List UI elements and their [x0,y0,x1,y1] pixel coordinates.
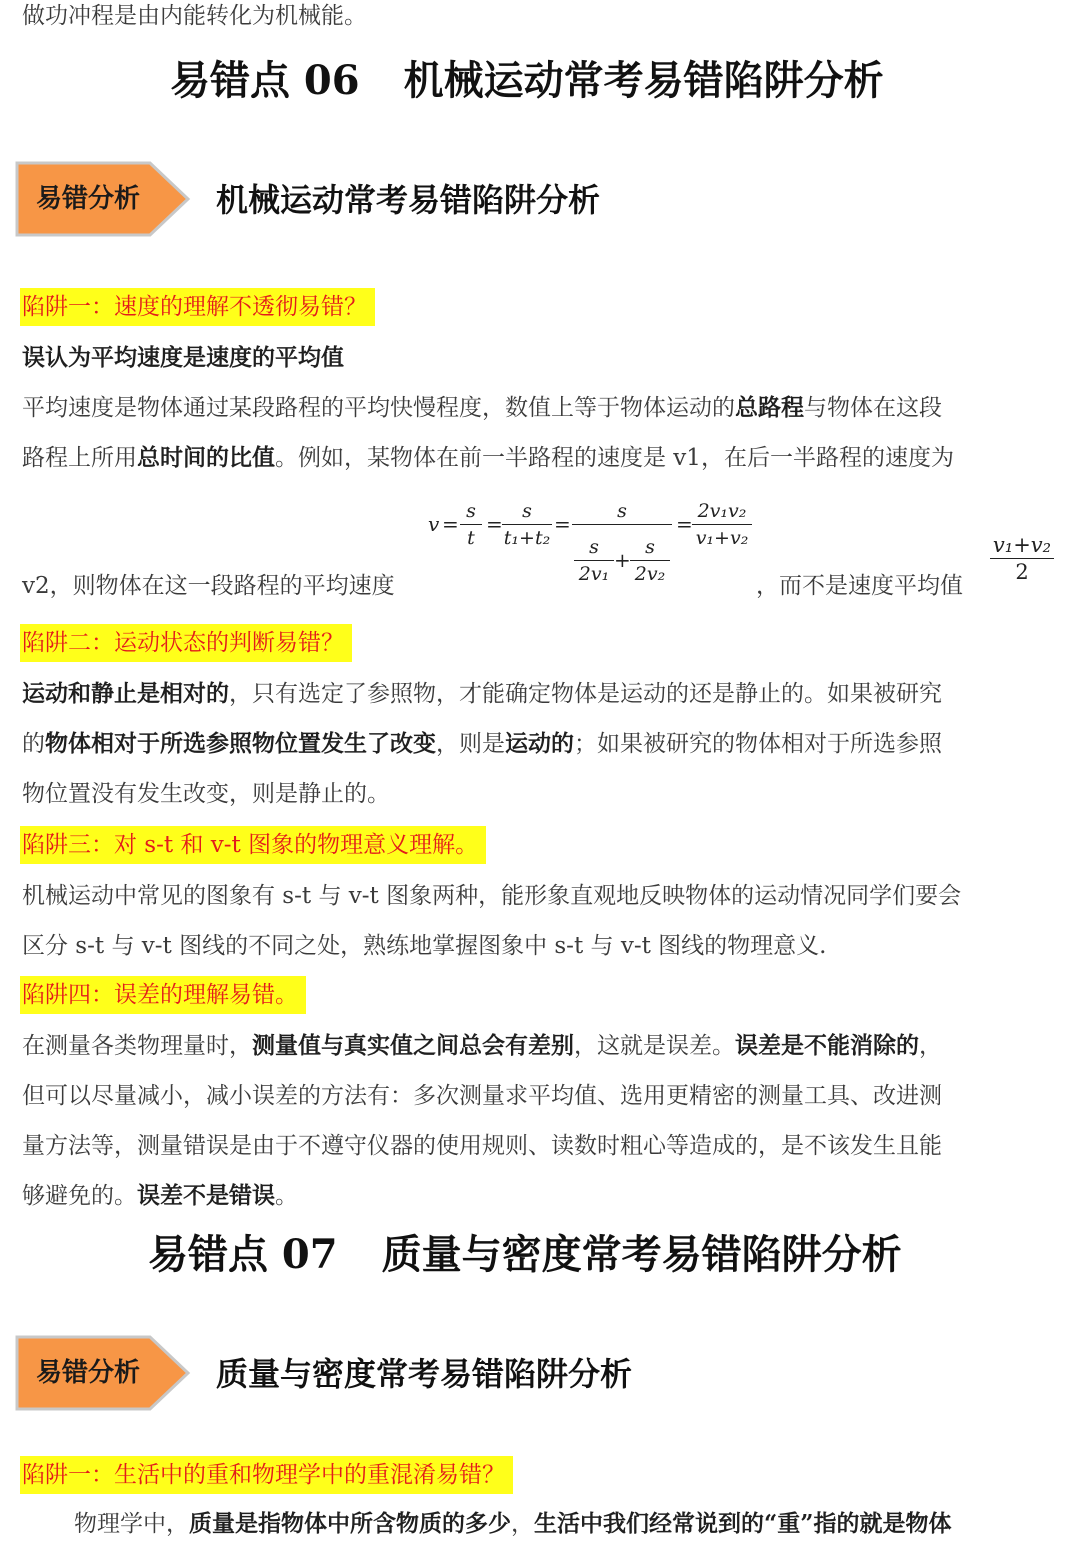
paragraph-line: 区分 s-t 与 v-t 图线的不同之处，熟练地掌握图象中 s-t 与 v-t 图线的物理意义. [22,933,827,959]
trap-subheading: 误认为平均速度是速度的平均值 [22,344,344,371]
tag-label: 易错分析 [36,184,141,214]
trap-heading-1: 陷阱一：速度的理解不透彻易错？ [20,288,375,326]
paragraph-line: 运动和静止是相对的，只有选定了参照物，才能确定物体是运动的还是静止的。如果被研究 [22,680,942,707]
section-title-text: 机械运动常考易错陷阱分析 [403,57,884,104]
average-speed-formula: v = s t = s t₁+t₂ = s s 2v₁ + s 2v₂ = 2v₁v₂ v₁+v₂ [428,496,768,596]
speed-average-fraction: v₁+v₂ 2 [990,534,1054,600]
section-title-text: 质量与密度常考易错陷阱分析 [381,1231,902,1278]
paragraph-line: 机械运动中常见的图象有 s-t 与 v-t 图象两种，能形象直观地反映物体的运动情况同学们要会 [22,883,962,909]
tag-heading: 机械运动常考易错陷阱分析 [216,181,601,219]
trap-heading-2: 陷阱二：运动状态的判断易错？ [20,624,352,662]
paragraph-line: 但可以尽量减小，减小误差的方法有：多次测量求平均值、选用更精密的测量工具、改进测 [22,1083,942,1109]
section-number: 易错点 06 [170,57,360,104]
paragraph-line: 在测量各类物理量时，测量值与真实值之间总会有差别，这就是误差。误差是不能消除的， [22,1032,942,1059]
paragraph-line: v2，则物体在这一段路程的平均速度 [22,573,395,599]
tag-heading: 质量与密度常考易错陷阱分析 [216,1355,633,1393]
top-line: 做功冲程是由内能转化为机械能。 [22,3,367,29]
section-number: 易错点 07 [148,1231,338,1278]
section-title-07 [148,1230,902,1280]
paragraph-line: 量方法等，测量错误是由于不遵守仪器的使用规则、读数时粗心等造成的，是不该发生且能 [22,1133,942,1159]
paragraph-line: 路程上所用总时间的比值。例如，某物体在前一半路程的速度是 v1，在后一半路程的速度为 [22,444,954,471]
paragraph-line: ，而不是速度平均值 [756,573,963,599]
trap-heading-1: 陷阱一：生活中的重和物理学中的重混淆易错？ [20,1456,513,1494]
trap-heading-3: 陷阱三：对 s-t 和 v-t 图象的物理意义理解。 [20,826,486,864]
paragraph-line: 物位置没有发生改变，则是静止的。 [22,781,390,807]
tag-label: 易错分析 [36,1358,141,1388]
analysis-tag [14,160,192,238]
paragraph-line: 的物体相对于所选参照物位置发生了改变，则是运动的；如果被研究的物体相对于所选参照 [22,730,942,757]
trap-heading-4: 陷阱四：误差的理解易错。 [20,976,306,1014]
section-title-06 [170,56,884,106]
analysis-tag [14,1334,192,1412]
paragraph-line: 平均速度是物体通过某段路程的平均快慢程度，数值上等于物体运动的总路程与物体在这段 [22,394,942,421]
paragraph-line: 够避免的。误差不是错误。 [22,1182,298,1209]
paragraph-line: 物理学中，质量是指物体中所含物质的多少，生活中我们经常说到的“重”指的就是物体 [74,1510,952,1537]
